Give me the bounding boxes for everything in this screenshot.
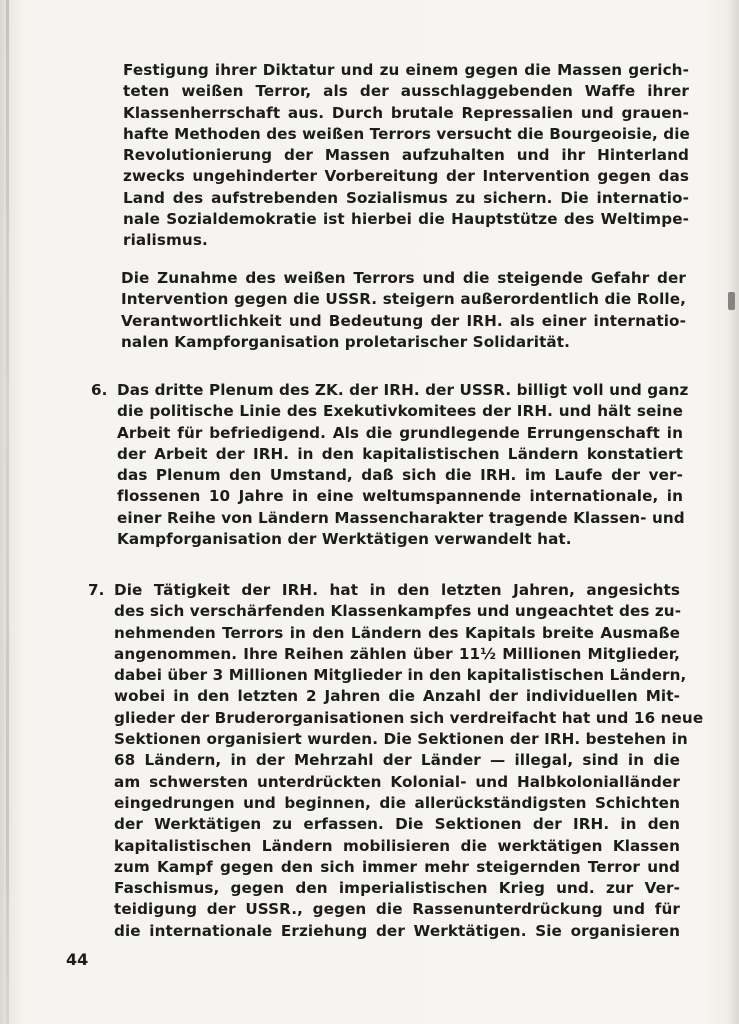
text-line: zum Kampf gegen den sich immer mehr steigernden Terror und <box>114 857 680 876</box>
text-line: nalen Kampforganisation proletarischer Solidarität. <box>121 332 571 351</box>
text-line: Kampforganisation der Werktätigen verwandelt hat. <box>117 530 572 549</box>
text-line: dabei über 3 Millionen Mitglieder in den kapitalistischen Ländern, <box>114 666 687 685</box>
text-line: rialismus. <box>123 231 208 250</box>
text-line: hafte Methoden des weißen Terrors versucht die Bourgeoisie, die <box>123 124 690 143</box>
text-line: teten weißen Terror, als der ausschlaggebenden Waffe ihrer <box>123 82 689 101</box>
text-line: eingedrungen und beginnen, die allerückständigsten Schichten <box>114 793 680 812</box>
text-line: Die Tätigkeit der IRH. hat in den letzten Jahren, angesichts <box>114 581 680 599</box>
text-line: 68 Ländern, in der Mehrzahl der Länder — illegal, sind in die <box>114 751 680 770</box>
text-line: glieder der Bruderorganisationen sich verdreifacht hat und 16 neue <box>114 708 704 727</box>
text-line: Land des aufstrebenden Sozialismus zu sichern. Die internatio- <box>123 188 689 207</box>
text-line: am schwersten unterdrückten Kolonial- und Halbkolonialländer <box>114 772 680 791</box>
text-line: Festigung ihrer Diktatur und zu einem gegen die Massen gerich- <box>123 61 689 79</box>
item-number: 7. <box>88 581 105 599</box>
paragraph-2 <box>121 268 686 353</box>
numbered-item-7 <box>114 580 704 942</box>
binding-gutter <box>6 0 9 1024</box>
item-number: 6. <box>91 381 108 399</box>
text-line: Arbeit für befriedigend. Als die grundlegende Errungenschaft in <box>117 423 683 442</box>
text-line: der Werktätigen zu erfassen. Die Sektionen der IRH. in den <box>114 815 680 834</box>
text-line: Die Zunahme des weißen Terrors und die steigende Gefahr der <box>121 269 686 287</box>
text-line: nehmenden Terrors in den Ländern des Kapitals breite Ausmaße <box>114 623 680 642</box>
text-line: der Arbeit der IRH. in den kapitalistischen Ländern konstatiert <box>117 444 683 463</box>
text-line: die politische Linie des Exekutivkomitees der IRH. und hält seine <box>117 402 683 421</box>
text-line: Das dritte Plenum des ZK. der IRH. der USSR. billigt voll und ganz <box>117 381 689 399</box>
text-line: das Plenum den Umstand, daß sich die IRH. im Laufe der ver- <box>117 466 683 485</box>
ink-spot <box>728 292 735 310</box>
text-line: Sektionen organisiert wurden. Die Sektionen der IRH. bestehen in <box>114 730 688 749</box>
text-line: flossenen 10 Jahre in eine weltumspannende internationale, in <box>117 487 683 506</box>
page-edge-shadow <box>727 0 739 1024</box>
text-line: Revolutionierung der Massen aufzuhalten und ihr Hinterland <box>123 146 689 165</box>
text-line: einer Reihe von Ländern Massencharakter tragende Klassen- und <box>117 508 685 527</box>
text-line: teidigung der USSR., gegen die Rassenunterdrückung und für <box>114 900 680 919</box>
text-line: angenommen. Ihre Reihen zählen über 11½ Millionen Mitglieder, <box>114 644 680 663</box>
text-line: Klassenherrschaft aus. Durch brutale Repressalien und grauen- <box>123 103 689 122</box>
text-line: kapitalistischen Ländern mobilisieren die werktätigen Klassen <box>114 836 680 855</box>
text-line: die internationale Erziehung der Werktätigen. Sie organisieren <box>114 921 680 940</box>
text-line: Verantwortlichkeit und Bedeutung der IRH. als einer internatio- <box>121 311 686 330</box>
text-line: wobei in den letzten 2 Jahren die Anzahl der individuellen Mit- <box>114 687 680 706</box>
text-line: zwecks ungehinderter Vorbereitung der Intervention gegen das <box>123 167 689 186</box>
page-number: 44 <box>66 950 89 969</box>
text-line: nale Sozialdemokratie ist hierbei die Hauptstütze des Weltimpe- <box>123 210 689 229</box>
text-line: des sich verschärfenden Klassenkampfes und ungeachtet des zu- <box>114 602 682 621</box>
paragraph-1 <box>123 60 689 252</box>
numbered-item-6 <box>117 380 689 550</box>
text-line: Intervention gegen die USSR. steigern außerordentlich die Rolle, <box>121 290 686 309</box>
text-line: Faschismus, gegen den imperialistischen Krieg und. zur Ver- <box>114 879 680 898</box>
